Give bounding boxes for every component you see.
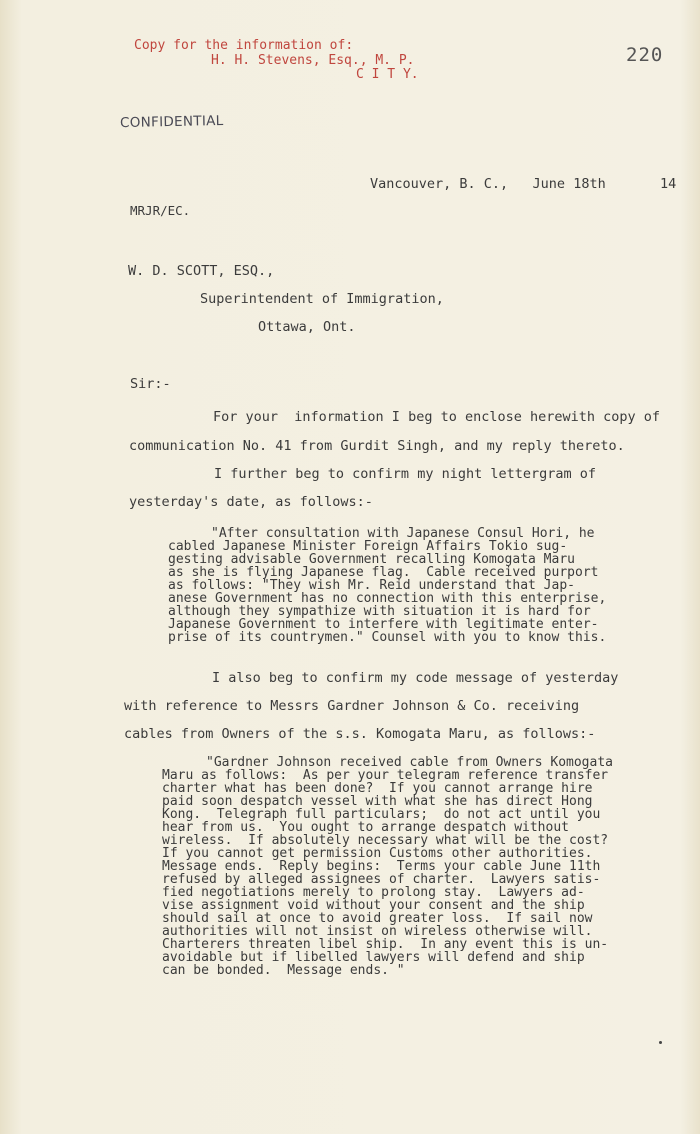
- quote2-line: charter what has been done? If you cannot arrange hire: [162, 781, 593, 796]
- para2-line-2: yesterday's date, as follows:-: [129, 494, 373, 510]
- salutation: Sir:-: [130, 376, 171, 392]
- copy-recipient-line: H. H. Stevens, Esq., M. P.: [211, 53, 415, 68]
- page-number: 220: [626, 44, 664, 66]
- quote2-line: fied negotiations merely to prolong stay. Lawyers ad-: [162, 885, 585, 900]
- quote2-line: refused by alleged assignees of charter. Lawyers satis-: [162, 872, 601, 887]
- addressee-city: Ottawa, Ont.: [258, 319, 356, 335]
- copy-for-line: Copy for the information of:: [134, 38, 354, 53]
- quote2-line: Charterers threaten libel ship. In any event this is un-: [162, 937, 609, 952]
- quote1-line: cabled Japanese Minister Foreign Affairs Tokio sug-: [168, 539, 568, 554]
- para3-line-2: with reference to Messrs Gardner Johnson & Co. receiving: [124, 698, 580, 714]
- quote2-line: can be bonded. Message ends. ": [162, 963, 405, 978]
- year-suffix: 14: [660, 176, 677, 192]
- quote1-line: as follows: "They wish Mr. Reid understand that Jap-: [168, 578, 575, 593]
- quote1-line: prise of its countrymen." Counsel with you to know this.: [168, 630, 607, 645]
- quote2-line: avoidable but if libelled lawyers will defend and ship: [162, 950, 585, 965]
- quote2-line: paid soon despatch vessel with what she has direct Hong: [162, 794, 593, 809]
- quote1-line: although they sympathize with situation it is hard for: [168, 604, 591, 619]
- quote1-line: gesting advisable Government recalling Komogata Maru: [168, 552, 575, 567]
- quote2-line: should sail at once to avoid greater loss. If sail now: [162, 911, 593, 926]
- quote2-line: Kong. Telegraph full particulars; do not act until you: [162, 807, 601, 822]
- para2-line-1: I further beg to confirm my night lettergram of: [214, 466, 597, 482]
- para3-line-1: I also beg to confirm my code message of yesterday: [212, 670, 619, 686]
- quote2-line: hear from us. You ought to arrange despatch without: [162, 820, 569, 835]
- reference-initials: MRJR/EC.: [130, 203, 191, 218]
- quote1-line: Japanese Government to interfere with legitimate enter-: [168, 617, 599, 632]
- addressee-name: W. D. SCOTT, ESQ.,: [128, 263, 275, 279]
- quote2-line: If you cannot get permission Customs other authorities.: [162, 846, 593, 861]
- quote2-line: Maru as follows: As per your telegram reference transfer: [162, 768, 609, 783]
- para1-line-2: communication No. 41 from Gurdit Singh, and my reply thereto.: [129, 438, 625, 454]
- quote1-line: anese Government has no connection with this enterprise,: [168, 591, 607, 606]
- para1-line-1: For your information I beg to enclose herewith copy of: [213, 409, 661, 425]
- copy-city-line: C I T Y.: [356, 67, 419, 82]
- quote1-line: "After consultation with Japanese Consul Hori, he: [211, 526, 595, 541]
- quote1-line: as she is flying Japanese flag. Cable received purport: [168, 565, 599, 580]
- para3-line-3: cables from Owners of the s.s. Komogata Maru, as follows:-: [124, 726, 596, 742]
- quote2-line: "Gardner Johnson received cable from Owners Komogata: [206, 755, 613, 770]
- quote2-line: vise assignment void without your consent and the ship: [162, 898, 585, 913]
- quote2-line: authorities will not insist on wireless otherwise will.: [162, 924, 593, 939]
- confidential-stamp: CONFIDENTIAL: [119, 112, 224, 132]
- ink-mark: [659, 1041, 662, 1044]
- addressee-title: Superintendent of Immigration,: [200, 291, 444, 307]
- quote2-line: Message ends. Reply begins: Terms your cable June 11th: [162, 859, 601, 874]
- quote2-line: wireless. If absolutely necessary what will be the cost?: [162, 833, 609, 848]
- place-date: Vancouver, B. C., June 18th: [370, 176, 606, 192]
